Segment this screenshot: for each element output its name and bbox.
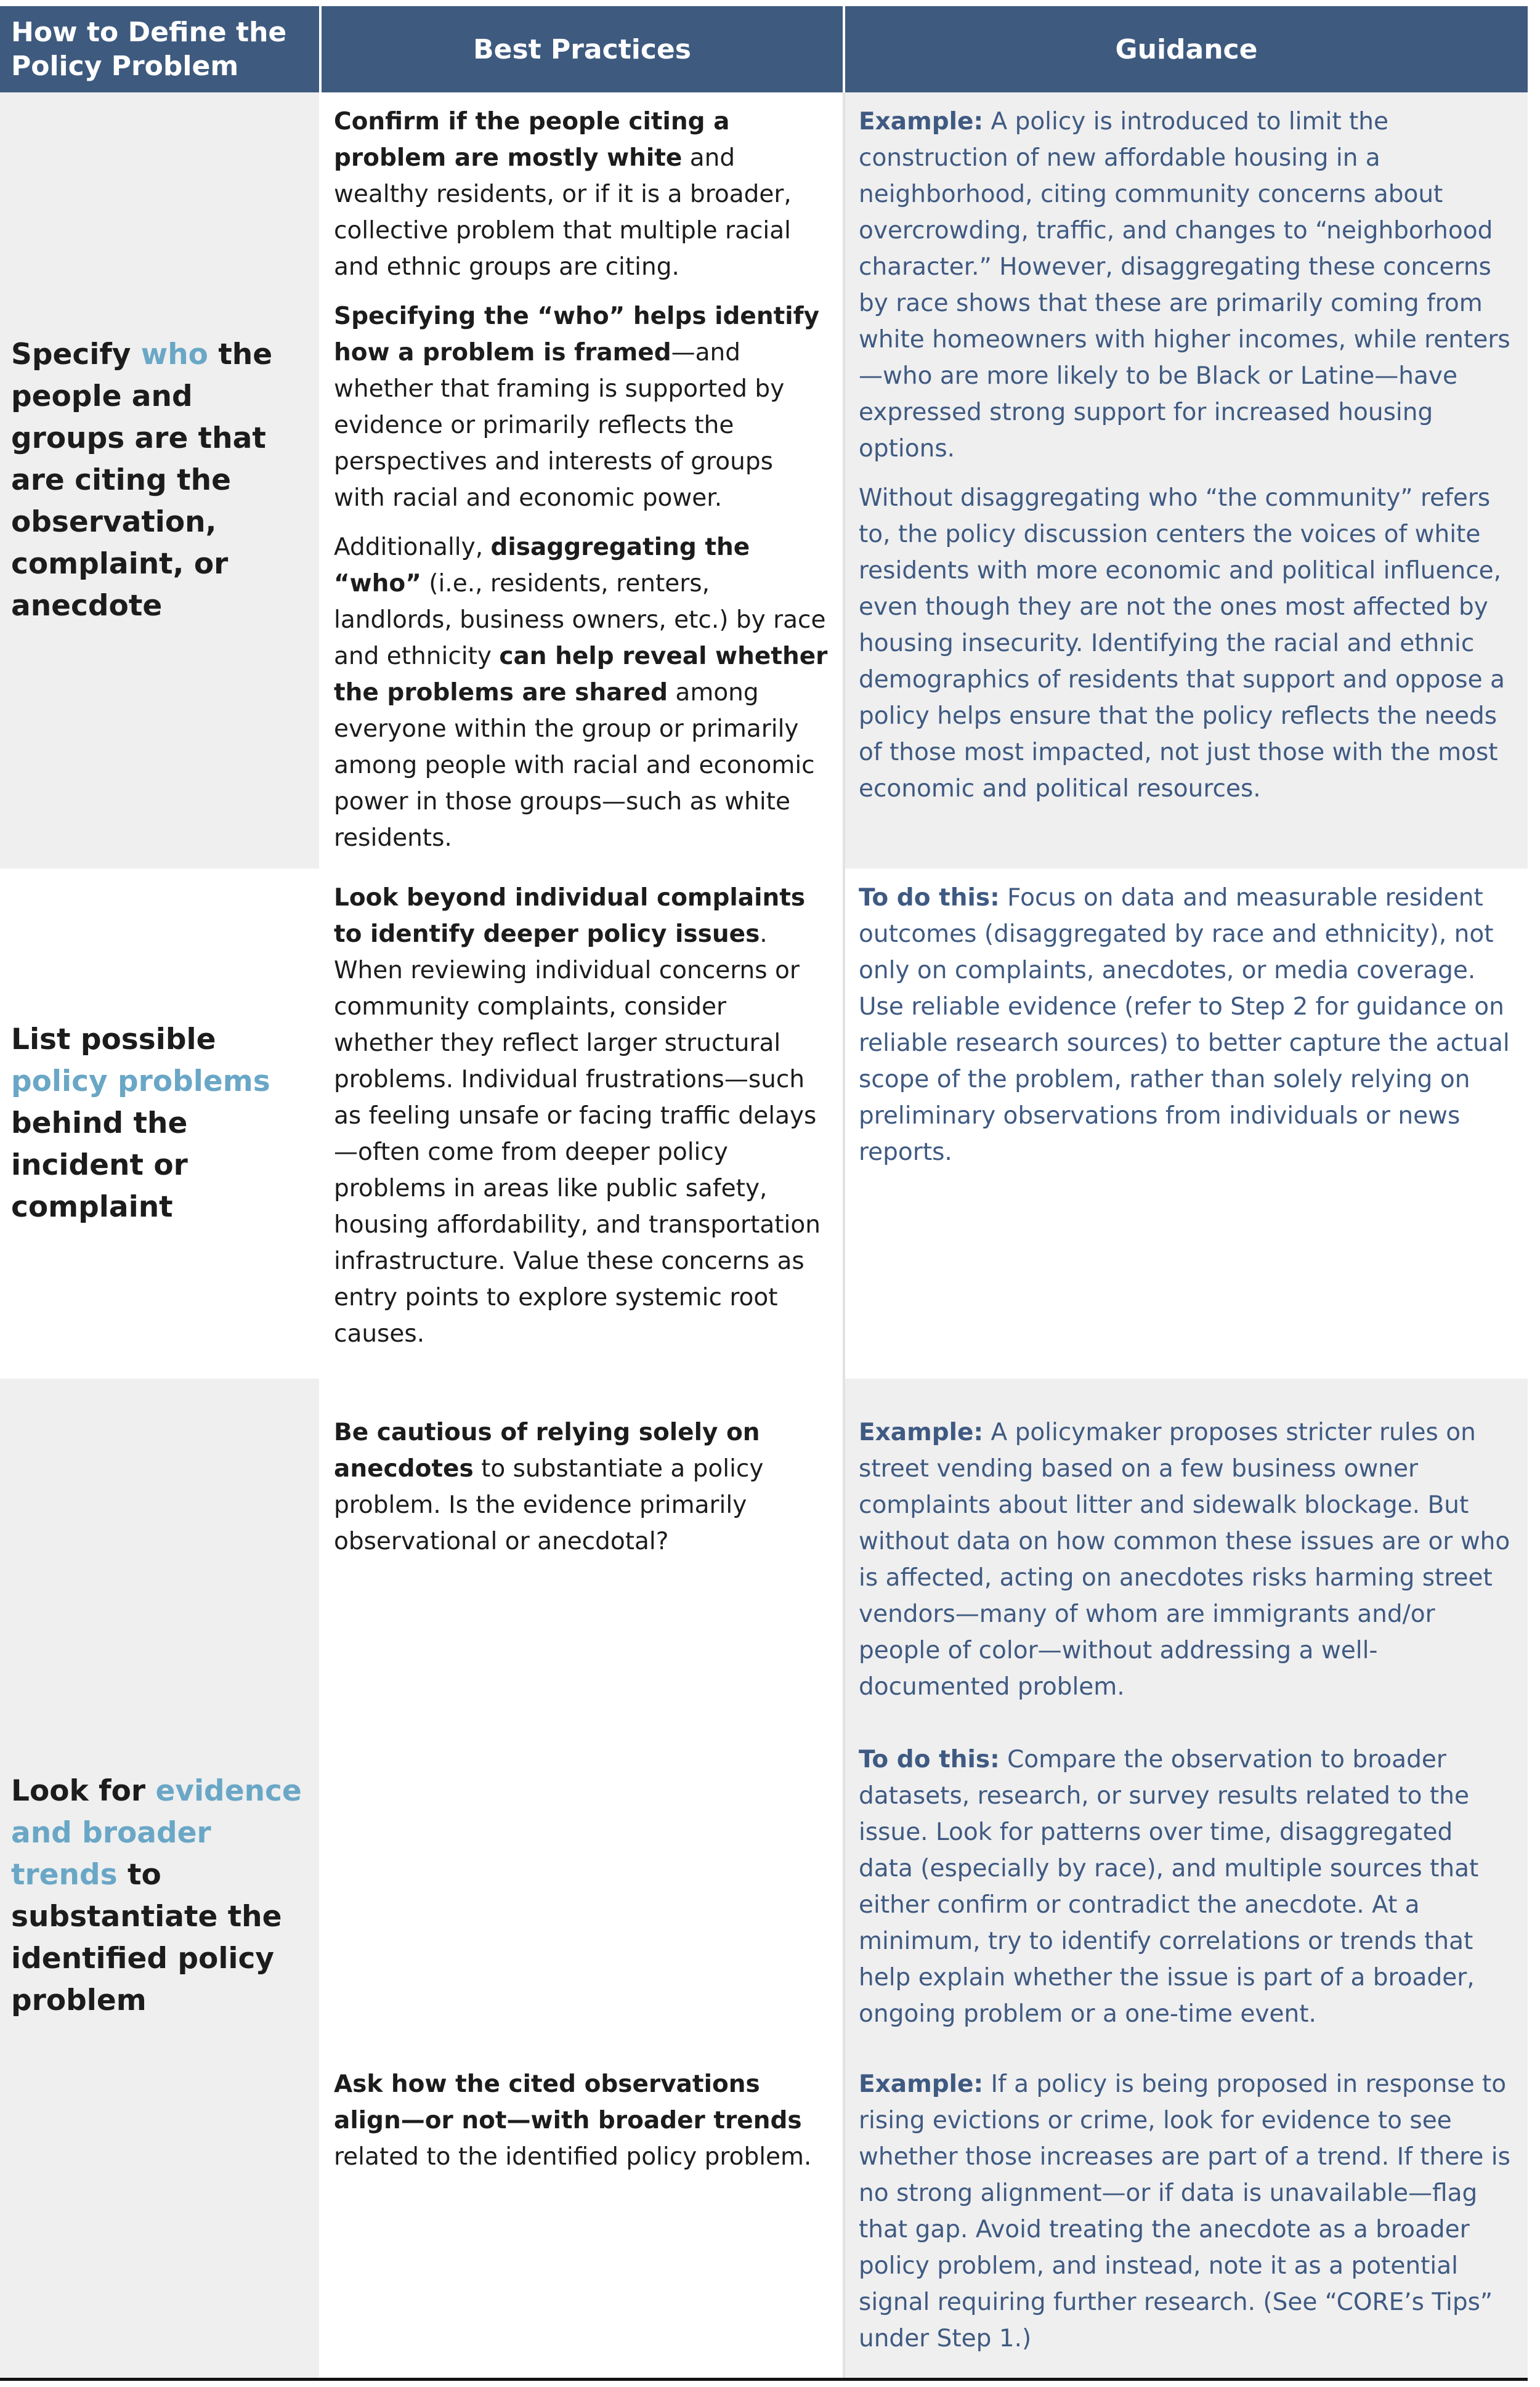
table-header-row	[0, 6, 1528, 92]
guidance-paragraph: Without disaggregating who “the community” refers to, the policy discussion centers the voices of white residents with more economic and political influence, even though they are not the ones most affected by housing insecurity. Identifying the racial and ethnic demographics of residents that support and oppose a policy helps ensure that the policy reflects the needs of those most impacted, not just those with the most economic and political resources.	[859, 484, 1505, 803]
header-define-policy-problem: How to Define the Policy Problem	[0, 6, 320, 92]
policy-document	[0, 6, 1528, 2381]
table-row	[0, 869, 1528, 1379]
practice-paragraph: Confirm if the people citing a problem are mostly white and wealthy residents, or if it is a broader, collective problem that multiple racial and ethnic groups are citing.	[334, 108, 792, 281]
define-cell	[0, 869, 320, 1379]
guidance-cell	[844, 869, 1528, 1379]
guidance-cell	[844, 92, 1528, 869]
define-cell	[0, 92, 320, 869]
practice-paragraph: Be cautious of relying solely on anecdotes to substantiate a policy problem. Is the evidence primarily observational or anecdotal?	[334, 1419, 764, 1555]
best-practices-cell	[320, 869, 844, 1379]
guidance-cell	[844, 2055, 1528, 2378]
practice-paragraph: Look beyond individual complaints to identify deeper policy issues. When reviewing individual concerns or community complaints, consider whether they reflect larger structural problems. Individual frustrations—such as feeling unsafe or facing traffic delays—often come from deeper policy problems in areas like public safety, housing affordability, and transportation infrastructure. Value these concerns as entry points to explore systemic root causes.	[334, 884, 821, 1348]
best-practices-cell	[320, 1379, 844, 2055]
policy-problem-table	[0, 6, 1528, 2378]
define-text: Specify who the people and groups are that are citing the observation, complaint, or anecdote	[11, 338, 273, 623]
header-best-practices: Best Practices	[320, 6, 844, 92]
header-guidance: Guidance	[844, 6, 1528, 92]
guidance-paragraph: To do this: Compare the observation to broader datasets, research, or survey results related to the issue. Look for patterns over time, disaggregated data (especially by race), and multiple sources that either confirm or contradict the anecdote. At a minimum, try to identify correlations or trends that help explain whether the issue is part of a broader, ongoing problem or a one-time event.	[859, 1746, 1479, 2028]
table-row	[0, 1379, 1528, 2055]
guidance-paragraph: Example: A policymaker proposes stricter rules on street vending based on a few business owner complaints about litter and sidewalk blockage. But without data on how common these issues are or who is affected, acting on anecdotes risks harming street vendors—many of whom are immigrants and/or people of color—without addressing a well-documented problem.	[859, 1419, 1510, 1701]
table-row	[0, 92, 1528, 869]
bottom-rule	[0, 2378, 1528, 2381]
guidance-paragraph: Example: If a policy is being proposed in response to rising evictions or crime, look for evidence to see whether those increases are part of a trend. If there is no strong alignment—or if data is unavailable—flag that gap. Avoid treating the anecdote as a broader policy problem, and instead, note it as a potential signal requiring further research. (See “CORE’s Tips” under Step 1.)	[859, 2070, 1510, 2353]
guidance-paragraph: To do this: Focus on data and measurable resident outcomes (disaggregated by race and ethnicity), not only on complaints, anecdotes, or media coverage. Use reliable evidence (refer to Step 2 for guidance on reliable research sources) to better capture the actual scope of the problem, rather than solely relying on preliminary observations from individuals or news reports.	[859, 884, 1510, 1166]
best-practices-cell	[320, 92, 844, 869]
practice-paragraph: Ask how the cited observations align—or not—with broader trends related to the identified policy problem.	[334, 2070, 812, 2171]
define-cell	[0, 1379, 320, 2378]
practice-paragraph: Specifying the “who” helps identify how a problem is framed—and whether that framing is supported by evidence or primarily reflects the perspectives and interests of groups with racial and economic power.	[334, 302, 820, 512]
best-practices-cell	[320, 2055, 844, 2378]
define-text: List possible policy problems behind the incident or complaint	[11, 1023, 270, 1224]
guidance-cell	[844, 1379, 1528, 2055]
practice-paragraph: Additionally, disaggregating the “who” (i.e., residents, renters, landlords, business owners, etc.) by race and ethnicity can help reveal whether the problems are shared among everyone within the group or primarily among people with racial and economic power in those groups—such as white residents.	[334, 533, 828, 852]
guidance-paragraph: Example: A policy is introduced to limit the construction of new affordable housing in a neighborhood, citing community concerns about overcrowding, traffic, and changes to “neighborhood character.” However, disaggregating these concerns by race shows that these are primarily coming from white homeowners with higher incomes, while renters—who are more likely to be Black or Latine—have expressed strong support for increased housing options.	[859, 108, 1510, 463]
define-text: Look for evidence and broader trends to substantiate the identified policy problem	[11, 1774, 302, 2017]
